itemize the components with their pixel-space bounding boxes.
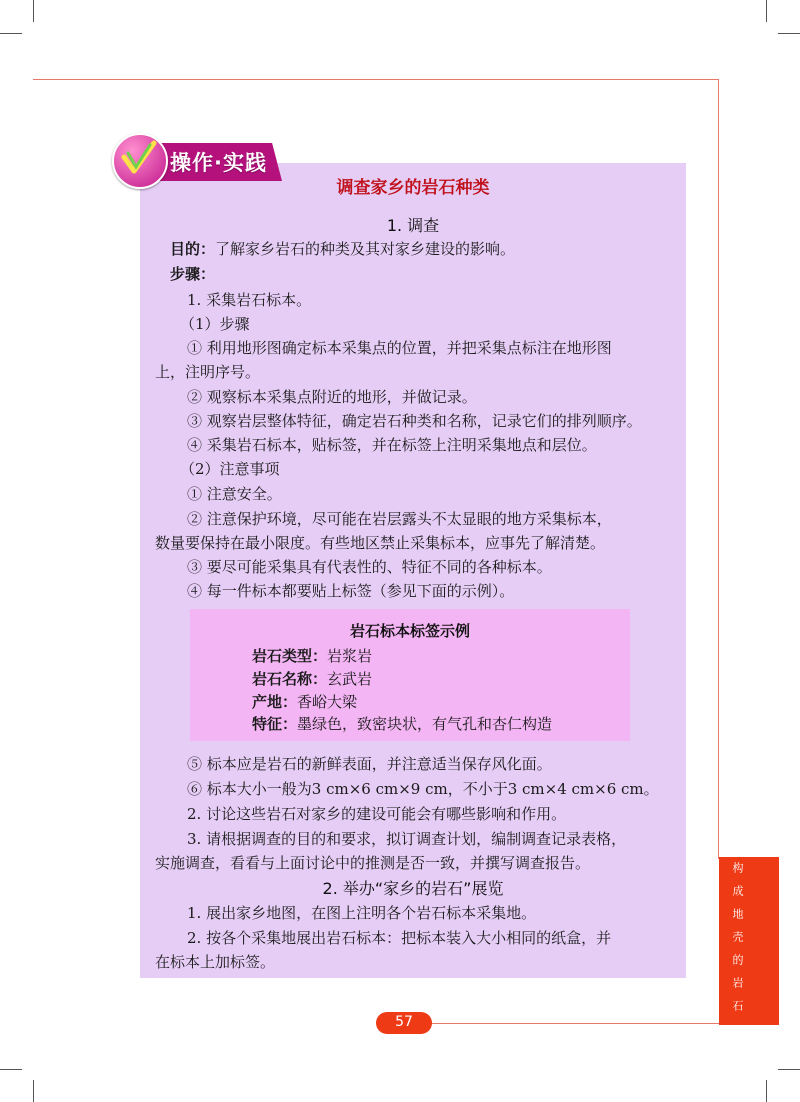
note-2: ② 注意保护环境，尽可能在岩层露头不太显眼的地方采集标本， [187,510,612,528]
sub-heading-notes: （2）注意事项 [180,460,280,478]
section2-heading: 2. 举办“家乡的岩石”展览 [322,879,504,898]
note-2-cont: 数量要保持在最小限度。有些地区禁止采集标本，应事先了解清楚。 [155,534,606,552]
sample-type-label: 岩石类型： [252,647,328,665]
step3-cont: 实施调查，看看与上面讨论中的推测是否一致，并撰写调查报告。 [155,854,591,872]
sample-origin [252,691,357,712]
purpose-text: 了解家乡岩石的种类及其对家乡建设的影响。 [215,240,516,258]
step3: 3. 请根据调查的目的和要求，拟订调查计划，编制调查记录表格， [187,830,627,848]
note-6: ⑥ 标本大小一般为3 cm×6 cm×9 cm，不小于3 cm×4 cm×6 cm。 [187,780,659,798]
steps-label: 步骤： [170,265,216,283]
step-item-3: ③ 观察岩层整体特征，确定岩石种类和名称，记录它们的排列顺序。 [187,412,642,430]
sample-name-label: 岩石名称： [252,670,328,688]
exhibit-item-2-cont: 在标本上加标签。 [155,953,276,971]
note-3: ③ 要尽可能采集具有代表性的、特征不同的各种标本。 [187,558,552,576]
step-item-2: ② 观察标本采集点附近的地形，并做记录。 [187,388,477,406]
exhibit-item-2: 2. 按各个采集地展出岩石标本：把标本装入大小相同的纸盒，并 [187,929,612,947]
sample-name [252,668,372,689]
note-1: ① 注意安全。 [187,485,282,503]
note-5: ⑤ 标本应是岩石的新鲜表面，并注意适当保存风化面。 [187,755,552,773]
section1-heading: 1. 调查 [386,216,440,235]
header-rule [33,79,719,80]
step-item-4: ④ 采集岩石标本，贴标签，并在标签上注明采集地点和层位。 [187,436,597,454]
step2: 2. 讨论这些岩石对家乡的建设可能会有哪些影响和作用。 [187,805,567,823]
sample-type [252,645,372,666]
margin-rule [718,79,719,859]
activity-title: 调查家乡的岩石种类 [336,178,490,198]
step1: 1. 采集岩石标本。 [187,291,312,309]
purpose-label: 目的： [170,240,216,258]
exhibit-item-1: 1. 展出家乡地图，在图上注明各个岩石标本采集地。 [187,904,537,922]
sample-feature-label: 特征： [252,715,298,733]
step-item-1-cont: 上，注明序号。 [155,363,261,381]
sample-title: 岩石标本标签示例 [349,622,470,640]
sample-origin-value: 香峪大梁 [297,693,358,711]
sample-origin-label: 产地： [252,693,298,711]
note-4: ④ 每一件标本都要贴上标签（参见下面的示例）。 [187,582,515,600]
step-item-1: ① 利用地形图确定标本采集点的位置，并把采集点标注在地形图 [187,339,612,357]
sample-feature [252,713,552,734]
sub-heading-steps: （1）步骤 [180,315,250,333]
badge-label: 操作·实践 [170,151,267,175]
chapter-side-label: 构成地壳的岩石 [731,862,744,1023]
purpose-line [170,238,515,259]
page-number: 57 [395,1014,413,1030]
sample-type-value: 岩浆岩 [327,647,373,665]
sample-feature-value: 墨绿色，致密块状，有气孔和杏仁构造 [297,715,553,733]
sample-name-value: 玄武岩 [327,670,373,688]
